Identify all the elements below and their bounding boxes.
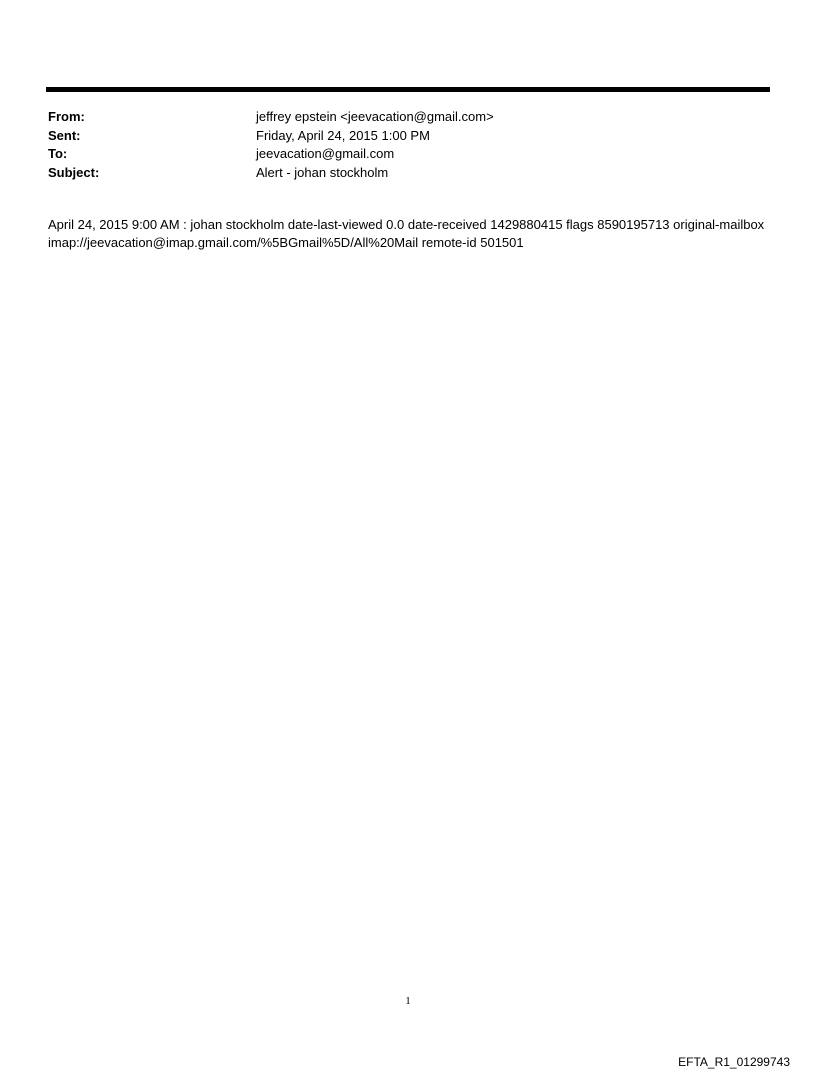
page-number: 1 [405, 995, 411, 1007]
sent-label: Sent: [48, 127, 81, 143]
subject-label: Subject: [48, 164, 100, 180]
from-label: From: [48, 109, 85, 124]
from-value: jeffrey epstein <jeevacation@gmail.com> [256, 109, 494, 124]
email-body: April 24, 2015 9:00 AM : johan stockholm date-last-viewed 0.0 date-received 1429880415 flags 8590195713 original-mailbox imap://jeevacation@imap.gmail.com/%5BGmail%5D/All%20Mail remote-id 501501 [48, 217, 765, 250]
email-headers [48, 108, 768, 182]
sent-value: Friday, April 24, 2015 1:00 PM [256, 127, 430, 143]
sent-row [48, 127, 768, 146]
to-row [48, 145, 768, 164]
header-divider [46, 87, 770, 92]
subject-value: Alert - johan stockholm [256, 164, 389, 180]
to-value: jeevacation@gmail.com [256, 146, 395, 161]
from-row [48, 108, 768, 127]
to-label: To: [48, 146, 68, 161]
document-id: EFTA_R1_01299743 [678, 1055, 790, 1069]
subject-row [48, 164, 768, 183]
